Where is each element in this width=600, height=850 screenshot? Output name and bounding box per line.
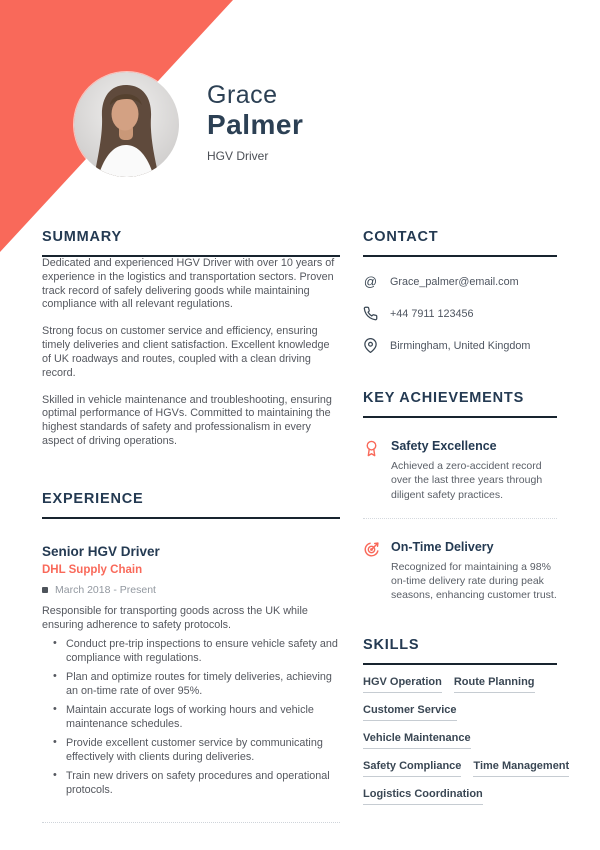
skills-row (363, 788, 557, 805)
skill-tag: Logistics Coordination (363, 788, 483, 805)
skills-title: SKILLS (363, 636, 420, 653)
job-company: DHL Supply Chain (42, 563, 143, 576)
achievement-item (363, 540, 557, 603)
achievement-description: Recognized for maintaining a 98% on-time delivery rate during peak seasons, enhancing customer trust. (391, 560, 557, 602)
content-columns (42, 228, 570, 823)
job-dates-row (42, 584, 340, 596)
achievement-body (391, 540, 557, 603)
skills-row (363, 759, 570, 777)
summary-paragraph: Dedicated and experienced HGV Driver with over 10 years of experience in the logistics and transportation sectors. Proven track record of safely delivering goods while maintaining compliance with all relevant regulations. (42, 257, 335, 311)
summary-paragraph: Skilled in vehicle maintenance and troubleshooting, ensuring optimal performance of HGVs. Committed to maintaining the highest standards of safety and professionalism in every aspect of driving operations. (42, 393, 332, 447)
achievement-description: Achieved a zero-accident record over the last three years through diligent safety practices. (391, 460, 543, 501)
section-divider (42, 822, 340, 823)
job-dates: March 2018 - Present (55, 583, 156, 596)
skill-tag: HGV Operation (363, 676, 442, 693)
contact-list (363, 274, 557, 353)
at-icon: @ (363, 274, 378, 289)
contact-title: CONTACT (363, 229, 439, 245)
summary-header (42, 228, 340, 257)
summary-title: SUMMARY (42, 229, 122, 245)
left-column (42, 228, 340, 823)
skill-tag: Safety Compliance (363, 760, 461, 777)
email-text: Grace_palmer@email.com (390, 275, 519, 288)
experience-header (42, 490, 340, 519)
job-bullet: • Provide excellent customer service by communicating effectively with clients during deliveries. (42, 737, 340, 764)
achievement-body (391, 439, 557, 502)
job-bullet: • Maintain accurate logs of working hours and vehicle maintenance schedules. (42, 704, 340, 731)
skill-tag: Customer Service (363, 704, 457, 721)
achievement-divider (363, 518, 557, 519)
job-entry (42, 544, 340, 797)
summary-paragraph: Strong focus on customer service and efficiency, ensuring timely deliveries and client satisfaction. Excellent knowledge of UK roadways and routes, coupled with a clean driving record. (42, 325, 330, 379)
right-column (363, 228, 570, 823)
achievement-item (363, 439, 557, 502)
job-description: Responsible for transporting goods across the UK while ensuring adherence to safety protocols. (42, 604, 308, 631)
job-bullet: • Train new drivers on safety procedures and operational protocols. (42, 770, 340, 797)
target-icon (363, 541, 380, 558)
experience-title: EXPERIENCE (42, 490, 144, 507)
job-bullet: • Conduct pre-trip inspections to ensure vehicle safety and compliance with regulations. (42, 638, 340, 665)
achievements-title: KEY ACHIEVEMENTS (363, 390, 525, 406)
skills-header (363, 636, 557, 665)
skill-tag: Route Planning (454, 676, 535, 693)
achievement-title: On-Time Delivery (391, 539, 494, 554)
phone-text: +44 7911 123456 (390, 307, 474, 320)
skills-list (363, 675, 570, 805)
job-role: Senior HGV Driver (42, 543, 160, 559)
phone-icon (363, 306, 378, 321)
job-title: HGV Driver (207, 149, 269, 164)
skill-tag: Vehicle Maintenance (363, 732, 471, 749)
medal-icon (363, 440, 380, 457)
calendar-icon (42, 587, 48, 593)
achievement-title: Safety Excellence (391, 439, 497, 453)
contact-header (363, 228, 557, 257)
skills-row (363, 704, 557, 721)
experience-section (42, 490, 340, 823)
profile-photo (74, 72, 179, 177)
location-text: Birmingham, United Kingdom (390, 339, 531, 352)
skill-tag: Time Management (473, 760, 569, 777)
achievements-header (363, 389, 557, 418)
contact-section (363, 228, 557, 353)
location-icon (363, 338, 378, 353)
contact-row-phone (363, 306, 557, 321)
header-name-block (207, 82, 303, 163)
contact-row-email (363, 274, 557, 289)
skills-row (363, 732, 557, 749)
last-name: Palmer (207, 108, 304, 140)
skills-row (363, 676, 557, 693)
skills-section (363, 636, 570, 805)
summary-section (42, 228, 340, 449)
achievements-section (363, 389, 557, 603)
contact-row-location (363, 338, 557, 353)
job-bullet: • Plan and optimize routes for timely deliveries, achieving an on-time rate of over 95%. (42, 671, 340, 698)
job-bullet-list (42, 638, 340, 797)
portrait-illustration (74, 72, 179, 177)
first-name: Grace (207, 81, 278, 109)
